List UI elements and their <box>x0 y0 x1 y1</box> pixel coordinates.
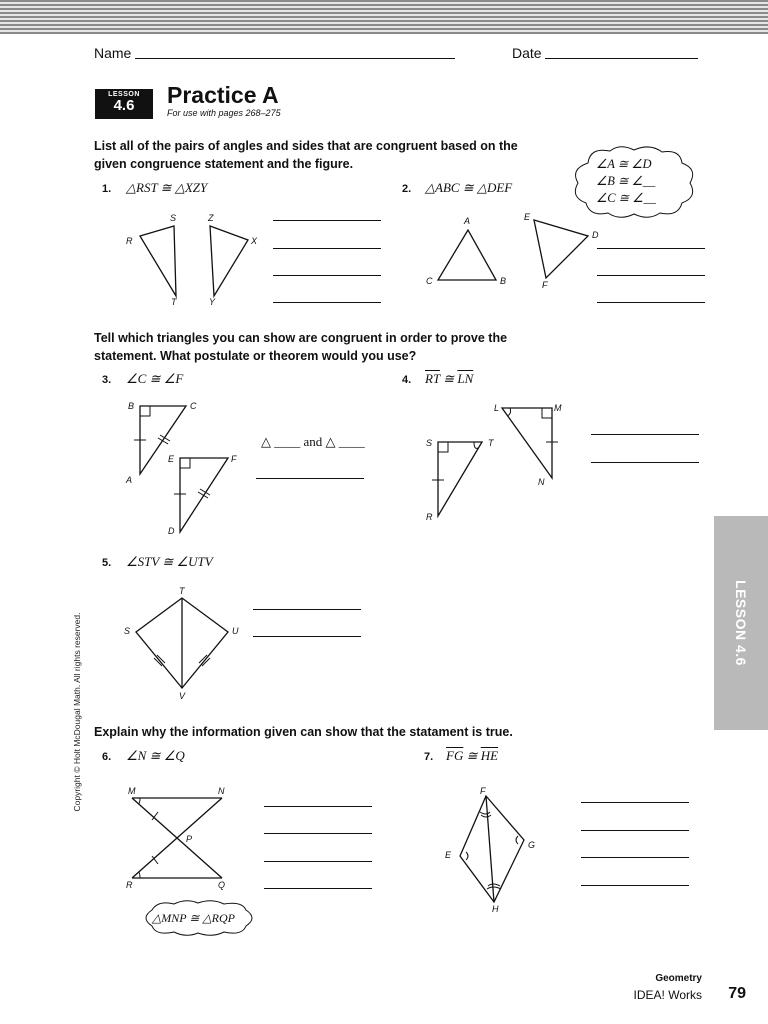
problem-7-seg2: $\overline{HE}$ <box>480 748 499 763</box>
label-f: F <box>480 786 486 796</box>
answer-line-7c[interactable] <box>581 857 689 858</box>
problem-6-cloud-text: △MNP ≅ △RQP <box>152 911 235 925</box>
lesson-badge-number: 4.6 <box>113 97 135 114</box>
label-f: F <box>542 280 548 290</box>
label-a: A <box>126 475 133 485</box>
section2-instruction-line2: statement. What postulate or theorem would you use? <box>94 349 417 363</box>
answer-line-1c[interactable] <box>273 275 381 276</box>
label-d: D <box>592 230 599 240</box>
label-b: B <box>500 276 507 286</box>
problem-2-figure <box>420 206 610 296</box>
section1-instruction <box>94 137 518 173</box>
lesson-badge <box>95 89 153 119</box>
cloud-line-1: ∠A ≅ ∠D <box>596 157 652 171</box>
problem-3-number: 3. <box>102 374 112 386</box>
angle-arc-f-1 <box>480 812 490 814</box>
problem-6-statement: ∠N ≅ ∠Q <box>126 748 185 763</box>
answer-line-3a[interactable] <box>256 478 364 479</box>
label-g: G <box>528 840 536 850</box>
lesson-badge-label: LESSON <box>108 91 140 98</box>
cloud-line-3: ∠C ≅ ∠__ <box>596 191 656 205</box>
name-field[interactable] <box>135 44 455 59</box>
label-x: X <box>251 236 258 246</box>
section3-instruction: Explain why the information given can show that the statament is true. <box>94 725 513 739</box>
answer-line-1b[interactable] <box>273 248 381 249</box>
label-t: T <box>179 586 185 596</box>
label-b: B <box>128 401 135 411</box>
label-q: Q <box>218 880 226 890</box>
problem-4-statement: $\overline{RT}$ ≅ $\overline{LN}$ <box>425 371 474 386</box>
date-field[interactable] <box>545 44 698 59</box>
date-label: Date <box>512 45 542 61</box>
label-u: U <box>232 626 239 636</box>
page-number: 79 <box>728 985 746 1002</box>
problem-5-figure <box>118 582 248 706</box>
label-n: N <box>218 786 225 796</box>
section2-instruction-line1: Tell which triangles you can show are congruent in order to prove the <box>94 331 508 345</box>
problem-7-statement: $\overline{FG}$ ≅ $\overline{HE}$ <box>446 748 499 763</box>
label-c: C <box>190 401 197 411</box>
label-n: N <box>538 477 545 487</box>
problem-4-number: 4. <box>402 374 412 386</box>
problem-3-statement: ∠C ≅ ∠F <box>126 371 184 386</box>
answer-line-5b[interactable] <box>253 636 361 637</box>
problem-7-figure <box>440 782 550 914</box>
answer-line-2b[interactable] <box>597 275 705 276</box>
angle-arc-h-2 <box>487 887 501 889</box>
page-subtitle: For use with pages 268–275 <box>167 108 281 118</box>
angle-arc-t <box>474 442 478 448</box>
section2-instruction <box>94 329 507 365</box>
quadrilateral-fgeh <box>460 796 524 902</box>
label-s: S <box>426 438 433 448</box>
footer-series: IDEA! Works <box>633 988 702 1002</box>
header-stripes <box>0 0 768 34</box>
problem-1-number: 1. <box>102 183 112 195</box>
problem-3-blank-text: △ ____ and △ ____ <box>261 434 365 449</box>
label-e: E <box>445 850 452 860</box>
label-l: L <box>494 403 500 413</box>
label-y: Y <box>209 297 216 307</box>
label-e: E <box>168 454 175 464</box>
page-title: Practice A <box>167 82 279 108</box>
answer-line-7b[interactable] <box>581 830 689 831</box>
angle-arc-e <box>466 852 468 860</box>
triangle-str <box>438 442 482 516</box>
label-e: E <box>524 212 531 222</box>
problem-2-statement: △ABC ≅ △DEF <box>425 180 513 195</box>
footer-book-title: Geometry <box>655 973 702 984</box>
answer-line-2c[interactable] <box>597 302 705 303</box>
problem-3-figure <box>118 394 250 540</box>
label-d: D <box>168 526 175 536</box>
answer-line-4a[interactable] <box>591 434 699 435</box>
diagonal-fh <box>486 796 494 902</box>
right-angle-s <box>438 442 448 452</box>
problem-6-number: 6. <box>102 751 112 763</box>
problem-1-figure <box>118 206 278 310</box>
triangle-xzy <box>210 226 248 296</box>
section1-instruction-line1: List all of the pairs of angles and sides that are congruent based on the <box>94 139 518 153</box>
label-h: H <box>492 904 499 914</box>
label-f: F <box>231 454 237 464</box>
problem-5-number: 5. <box>102 557 112 569</box>
angle-arc-h-1 <box>488 884 500 886</box>
label-r: R <box>426 512 433 522</box>
label-z: Z <box>208 213 214 223</box>
triangle-abc <box>438 230 496 280</box>
problem-6-figure <box>118 782 242 894</box>
right-angle-e <box>180 458 190 468</box>
label-r: R <box>126 880 133 890</box>
answer-line-6c[interactable] <box>264 861 372 862</box>
answer-line-2a[interactable] <box>597 248 705 249</box>
answer-line-7a[interactable] <box>581 802 689 803</box>
lesson-side-tab-label: LESSON 4.6 <box>733 580 749 666</box>
label-s: S <box>170 213 177 223</box>
cloud-line-2: ∠B ≅ ∠__ <box>596 174 656 188</box>
angle-arc-g <box>516 836 518 844</box>
label-s: S <box>124 626 131 636</box>
label-m: M <box>554 403 562 413</box>
section1-instruction-line2: given congruence statement and the figure. <box>94 157 354 171</box>
label-r: R <box>126 236 133 246</box>
problem-2-number: 2. <box>402 183 412 195</box>
label-a: A <box>464 216 471 226</box>
label-t: T <box>488 438 494 448</box>
triangle-def <box>180 458 228 532</box>
problem-5-statement: ∠STV ≅ ∠UTV <box>126 554 213 569</box>
problem-7-seg1: $\overline{FG}$ <box>446 748 464 763</box>
right-angle-m <box>542 408 552 418</box>
answer-line-6b[interactable] <box>264 833 372 834</box>
problem-7-number: 7. <box>424 751 434 763</box>
triangle-def <box>534 220 588 278</box>
angle-arc-f-2 <box>481 815 491 817</box>
label-c: C <box>426 276 433 286</box>
triangle-rst <box>140 226 176 296</box>
problem-4-figure <box>420 396 580 526</box>
label-m: M <box>128 786 136 796</box>
label-p: P <box>186 834 193 844</box>
label-v: V <box>179 691 186 701</box>
problem-4-seg2: $\overline{LN}$ <box>457 371 474 386</box>
answer-line-1a[interactable] <box>273 220 381 221</box>
label-t: T <box>171 297 177 307</box>
copyright-notice: Copyright © Holt McDougal Math. All rights reserved. <box>72 612 82 812</box>
right-angle-b <box>140 406 150 416</box>
answer-line-6a[interactable] <box>264 806 372 807</box>
answer-line-4b[interactable] <box>591 462 699 463</box>
answer-line-5a[interactable] <box>253 609 361 610</box>
problem-1-statement: △RST ≅ △XZY <box>126 180 208 195</box>
answer-line-7d[interactable] <box>581 885 689 886</box>
answer-line-6d[interactable] <box>264 888 372 889</box>
answer-line-1d[interactable] <box>273 302 381 303</box>
problem-4-seg1: $\overline{RT}$ <box>425 371 440 386</box>
cloud-hint-text <box>596 156 656 207</box>
name-label: Name <box>94 45 132 61</box>
